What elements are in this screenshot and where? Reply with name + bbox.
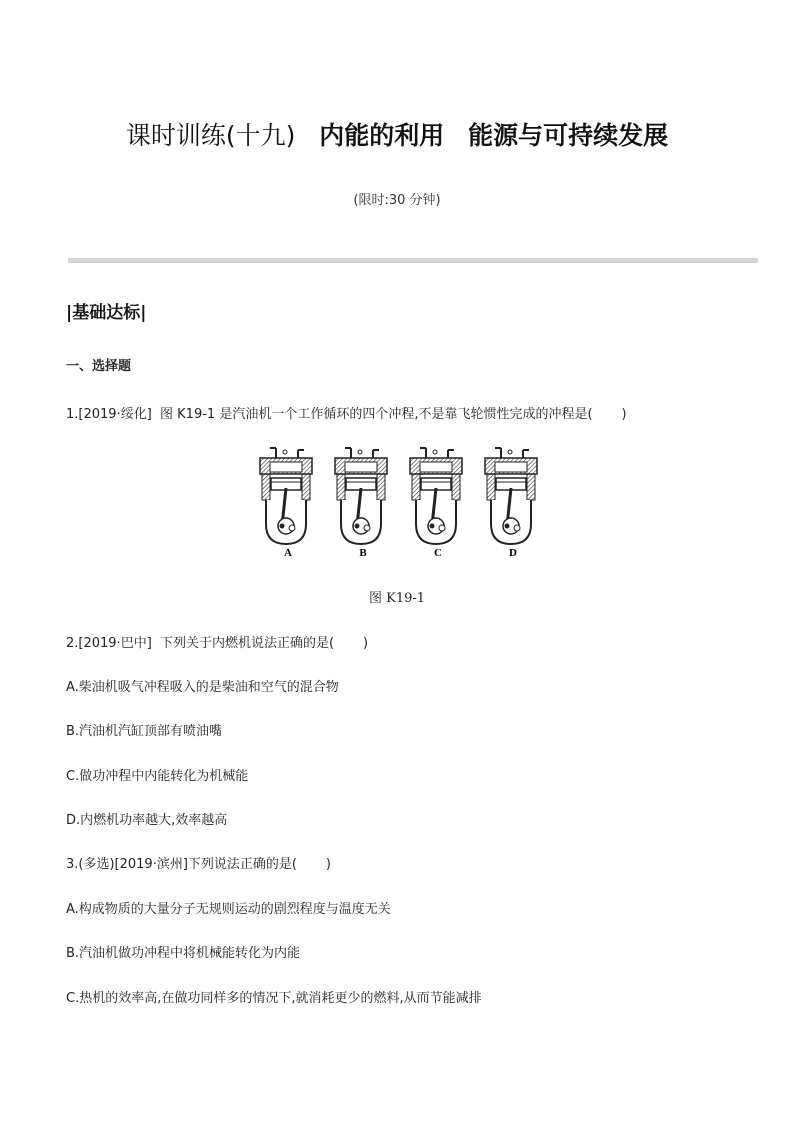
- divider: [68, 258, 758, 263]
- engine-d: [485, 448, 537, 544]
- question-3-option-a: A.构成物质的大量分子无规则运动的剧烈程度与温度无关: [66, 902, 391, 917]
- engine-b: [335, 448, 387, 544]
- engine-c: [410, 448, 462, 544]
- figure-caption: 图 K19-1: [368, 591, 426, 606]
- question-2-option-b: B.汽油机汽缸顶部有喷油嘴: [66, 724, 223, 739]
- question-2-option-d: D.内燃机功率越大,效率越高: [66, 813, 228, 828]
- engine-strokes-diagram: [252, 444, 552, 564]
- subsection-title: 一、选择题: [66, 359, 132, 374]
- question-3-option-c: C.热机的效率高,在做功同样多的情况下,就消耗更少的燃料,从而节能减排: [66, 991, 482, 1006]
- engine-label-c: C: [434, 547, 442, 559]
- section-title: |基础达标|: [66, 303, 147, 323]
- question-2-option-a: A.柴油机吸气冲程吸入的是柴油和空气的混合物: [66, 680, 339, 695]
- title-prefix: 课时训练(十九): [125, 121, 296, 150]
- engine-label-b: B: [359, 547, 367, 559]
- question-2-option-c: C.做功冲程中内能转化为机械能: [66, 769, 249, 784]
- question-3-stem: 3.(多选)[2019·滨州]下列说法正确的是( ): [66, 857, 331, 872]
- title-main: 内能的利用: [319, 121, 445, 150]
- engine-strokes-figure: [252, 444, 552, 564]
- time-limit: (限时:30 分钟): [353, 193, 441, 208]
- question-2-stem: 2.[2019·巴中] 下列关于内燃机说法正确的是( ): [66, 636, 369, 651]
- question-3-option-b: B.汽油机做功冲程中将机械能转化为内能: [66, 946, 301, 961]
- question-1-stem: 1.[2019·绥化] 图 K19-1 是汽油机一个工作循环的四个冲程,不是靠飞轮惯性完成的冲程是( ): [66, 407, 627, 422]
- engine-label-a: A: [284, 547, 292, 559]
- title-sub: 能源与可持续发展: [468, 121, 669, 150]
- engine-label-d: D: [509, 547, 517, 559]
- engine-a: [260, 448, 312, 544]
- page-title: [0, 116, 794, 152]
